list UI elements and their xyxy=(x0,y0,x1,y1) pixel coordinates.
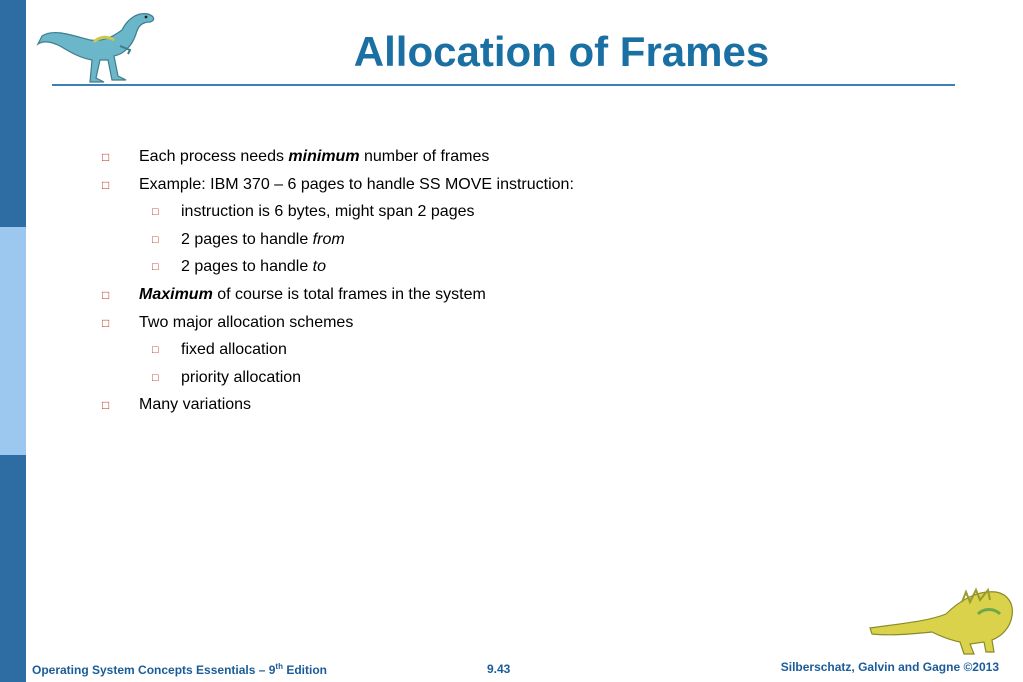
footer-copyright: Silberschatz, Galvin and Gagne ©2013 xyxy=(780,660,999,674)
square-bullet-icon: □ xyxy=(102,398,110,413)
dinosaur-icon xyxy=(866,584,1016,656)
square-bullet-icon: □ xyxy=(102,287,110,302)
sidebar-bottom-band xyxy=(0,455,26,682)
left-sidebar xyxy=(0,0,26,682)
bullet-text: Each process needs minimum number of frames xyxy=(139,148,490,165)
slide-title: Allocation of Frames xyxy=(353,28,770,75)
sub-bullet-text: priority allocation xyxy=(181,368,302,386)
sub-bullet-text: instruction is 6 bytes, might span 2 pages xyxy=(181,203,475,221)
footer-book-title: Operating System Concepts Essentials – 9th Edition xyxy=(32,662,327,677)
square-bullet-icon: □ xyxy=(102,150,110,164)
square-bullet-icon: □ xyxy=(152,371,159,384)
bullet-text: Example: IBM 370 – 6 pages to handle SS MOVE instruction: xyxy=(139,175,574,193)
bullet-text: Many variations xyxy=(139,396,252,414)
sidebar-middle-band xyxy=(0,227,26,455)
sub-bullet-text: 2 pages to handle to xyxy=(181,258,327,276)
footer-page-number: 9.43 xyxy=(487,662,511,676)
sidebar-top-band xyxy=(0,0,26,227)
square-bullet-icon: □ xyxy=(152,233,159,246)
square-bullet-icon: □ xyxy=(102,315,110,330)
title-divider xyxy=(52,84,955,86)
sub-bullet-text: 2 pages to handle from xyxy=(181,230,345,248)
sub-bullet-text: fixed allocation xyxy=(181,341,287,359)
bullet-text: Two major allocation schemes xyxy=(139,313,354,331)
square-bullet-icon: □ xyxy=(102,177,110,192)
square-bullet-icon: □ xyxy=(152,206,159,219)
square-bullet-icon: □ xyxy=(152,261,159,274)
dinosaur-icon xyxy=(34,6,158,86)
bullet-text: Maximum of course is total frames in the system xyxy=(139,285,486,303)
square-bullet-icon: □ xyxy=(152,344,159,357)
